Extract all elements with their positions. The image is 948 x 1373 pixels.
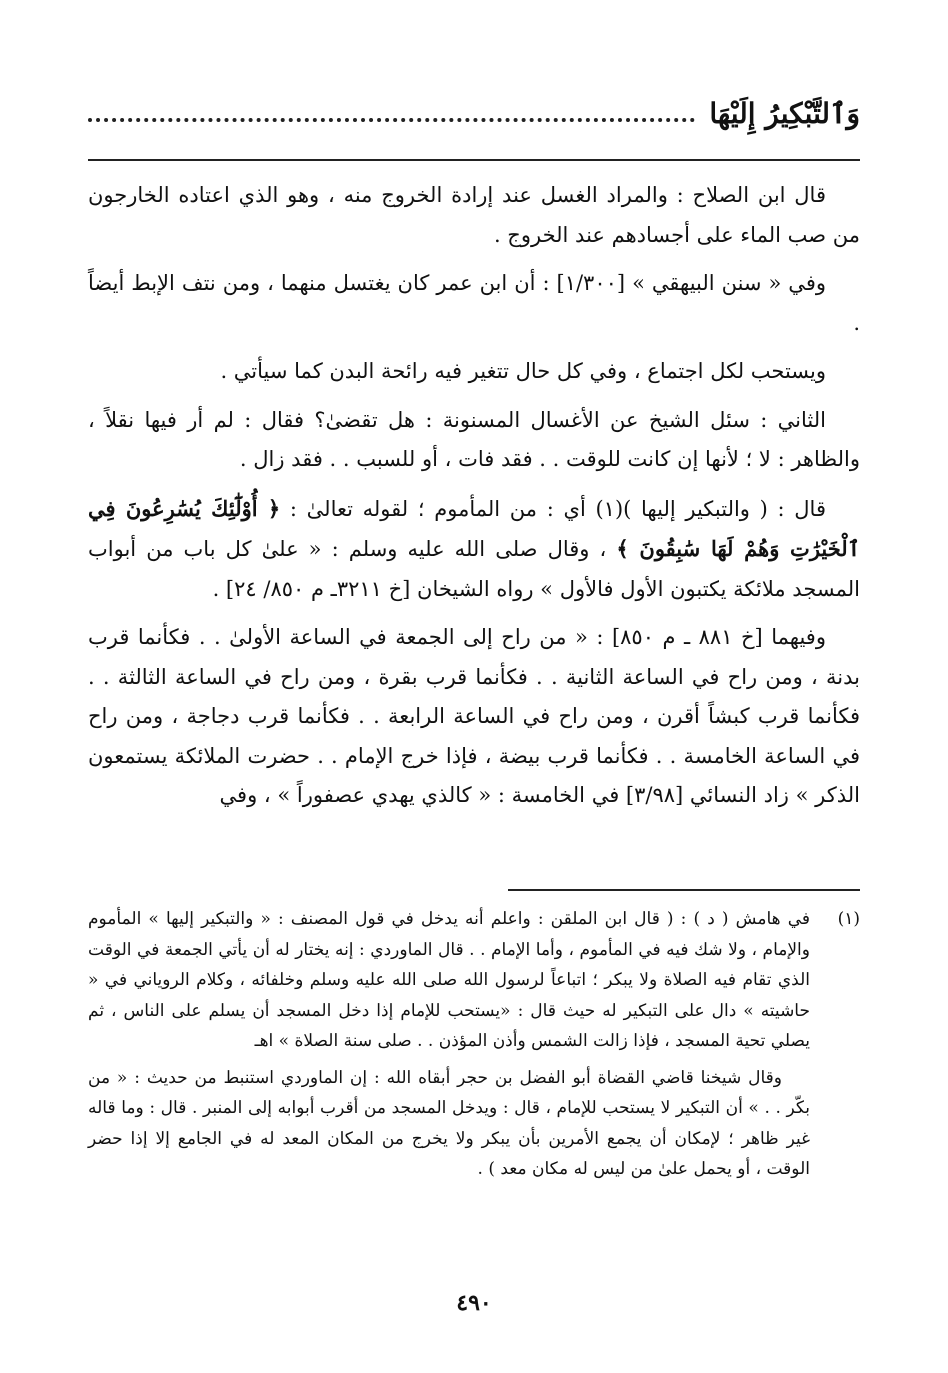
footnote-rule (508, 889, 860, 891)
header-title: وَٱلتَّبْكِيرُ إِلَيْهَا (709, 96, 860, 130)
footnote-number: (١) (837, 909, 860, 929)
footnote-paragraph: في هامش ( د ) : ( قال ابن الملقن : واعلم أنه يدخل في قول المصنف : « والتبكير إليها » المأموم والإمام ، ولا شك فيه في المأموم ، وأما الإمام . . قال الماوردي : إنه يختار له أن يأتي الجمعة في الوقت الذي تقام فيه الصلاة ولا يبكر ؛ اتباعاً لرسول الله صلى الله عليه وسلم وخلفائه ، وكلام الروياني في « حاشيته » دال على التبكير له حيث قال : «يستحب للإمام إذا دخل المسجد أن يسلم على الناس ، ثم يصلي تحية المسجد ، فإذا زالت الشمس وأذن المؤذن . . صلى سنة الصلاة » اهـ (88, 909, 810, 1051)
paragraph: ويستحب لكل اجتماع ، وفي كل حال تتغير فيه رائحة البدن كما سيأتي . (220, 359, 826, 383)
paragraph: وفيهما [خ ٨٨١ ـ م ٨٥٠] : « من راح إلى الجمعة في الساعة الأولىٰ . . فكأنما قرب بدنة ، ومن راح في الساعة الثانية . . فكأنما قرب بقرة ، ومن راح في الساعة الثالثة . . فكأنما قرب كبشاً أقرن ، ومن راح في الساعة الرابعة . . فكأنما قرب دجاجة ، ومن راح في الساعة الخامسة . . فكأنما قرب بيضة ، فإذا خرج الإمام . . حضرت الملائكة يستمعون الذكر » زاد النسائي [٣/٩٨] في الخامسة : « كالذي يهدي عصفوراً » ، وفي (88, 625, 860, 807)
header-dotted-leader (88, 118, 695, 122)
footnote-paragraph: وقال شيخنا قاضي القضاة أبو الفضل بن حجر أبقاه الله : إن الماوردي استنبط من حديث : « من بكّر . . » أن التبكير لا يستحب للإمام ، قال : ويدخل المسجد من أقرب أبوابه إلى المنبر . قال : وما قاله غير ظاهر ؛ لإمكان أن يجمع الأمرين بأن يبكر ولا يخرج من المكان المعد له في الجامع إلا إذا حضر الوقت ، أو يحمل علىٰ من ليس له مكان معد ) . (88, 1067, 810, 1179)
paragraph: قال ابن الصلاح : والمراد الغسل عند إرادة الخروج منه ، وهو الذي اعتاده الخارجون من صب الماء على أجسادهم عند الخروج . (88, 183, 860, 247)
page-number: ٤٩٠ (456, 1290, 492, 1316)
quran-verse: ﴿ أُوْلَٰٓئِكَ يُسَٰرِعُونَ فِي ٱلْخَيْرَٰتِ وَهُمْ لَهَا سَٰبِقُونَ ﴾ (88, 495, 861, 561)
running-header (88, 88, 860, 138)
header-rule (88, 159, 860, 161)
paragraph: وفي « سنن البيهقي » [١/٣٠٠] : أن ابن عمر كان يغتسل منهما ، ومن نتف الإبط أيضاً . (88, 271, 860, 335)
main-text (88, 176, 860, 825)
paragraph: الثاني : سئل الشيخ عن الأغسال المسنونة : هل تقضىٰ؟ فقال : لم أر فيها نقلاً ، والظاهر : لا ؛ لأنها إن كانت للوقت . . فقد فات ، أو للسبب . . فقد زال . (88, 407, 860, 471)
footnote-body (88, 904, 810, 1191)
paragraph-text: ، وقال صلى الله عليه وسلم : « علىٰ كل باب من أبواب المسجد ملائكة يكتبون الأول فالأول » رواه الشيخان [خ ٣٢١١ـ م ٨٥٠/ ٢٤] . (88, 537, 860, 601)
footnote (88, 904, 860, 1191)
paragraph-with-verse (88, 489, 860, 610)
paragraph-text: قال : ( والتبكير إليها )(١) أي : من المأموم ؛ لقوله تعالىٰ : (280, 496, 826, 521)
footnotes (88, 904, 860, 1191)
